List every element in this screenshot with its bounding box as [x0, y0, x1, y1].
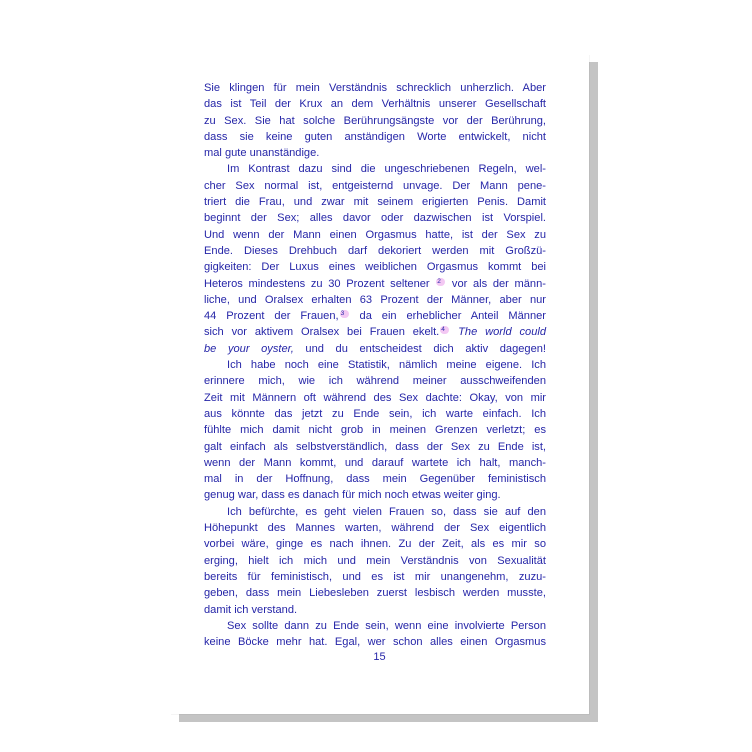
text-line	[204, 341, 546, 357]
text-line	[204, 276, 546, 292]
text-line: mal in der Hoffnung, dass mein Gegenüber feministisch	[204, 473, 546, 486]
text-line: Und wenn der Mann einen Orgasmus hatte, ist der Sex zu	[204, 228, 546, 241]
page-number: 15	[373, 651, 386, 663]
text-line: das ist Teil der Krux an dem Verhältnis unserer Gesellschaft	[204, 98, 546, 111]
text-line: geben, dass mein Liebesleben zuerst lesbisch werden musste,	[204, 587, 546, 600]
text-segment: da ein erheblicher Anteil Männer	[359, 310, 546, 323]
text-line: mal gute unanständige.	[204, 147, 320, 160]
text-line: zu Sex. Sie hat solche Berührungsängste vor der Berührung,	[204, 114, 546, 127]
text-line: wenn der Mann kommt, und darauf wartete ich halt, manch-	[204, 456, 546, 469]
text-line: liche, und Oralsex erhalten 63 Prozent der Männer, aber nur	[204, 293, 546, 306]
text-line	[204, 308, 546, 324]
text-line: cher Sex normal ist, entgeisternd unvage. Der Mann pene-	[204, 179, 546, 192]
text-line: beginnt der Sex; alles davor oder dazwischen ist Vorspiel.	[204, 212, 546, 225]
text-segment: Heteros mindestens zu 30 Prozent seltener	[204, 277, 430, 290]
text-segment: und du entscheidest dich aktiv dagegen!	[305, 342, 547, 355]
text-line	[204, 324, 546, 340]
footnote-marker[interactable]: 2	[436, 278, 445, 286]
text-line: fühlte mich damit nicht grob in meinen Grenzen verletzt; es	[204, 424, 546, 437]
text-line: Im Kontrast dazu sind die ungeschriebenen Regeln, wel-	[227, 163, 546, 176]
footnote-marker[interactable]: 4	[440, 326, 449, 334]
text-segment: 44 Prozent der Frauen,	[204, 310, 339, 323]
text-line: erinnere mich, wie ich während meiner ausschweifenden	[204, 375, 546, 388]
text-line: bereits für feministisch, und es ist mir unangenehm, zuzu-	[204, 570, 546, 583]
text-line: Ende. Dieses Drehbuch darf dekoriert werden mit Großzü-	[204, 244, 546, 257]
text-line: gigkeiten: Der Luxus eines weiblichen Orgasmus kommt bei	[204, 261, 546, 274]
text-line: keine Böcke mehr hat. Egal, wer schon alles einen Orgasmus	[204, 636, 546, 649]
text-line: aus könnte das jetzt zu Ende sein, ich warte einfach. Ich	[204, 407, 546, 420]
text-line: Ich befürchte, es geht vielen Frauen so, dass sie auf den	[227, 505, 546, 518]
text-line: Höhepunkt des Mannes warten, während der Sex eigentlich	[204, 522, 546, 535]
text-line: Zeit mit Männern oft während des Sex dachte: Okay, von mir	[204, 391, 546, 404]
text-line: triert die Frau, und zwar mit seinem erigierten Penis. Damit	[204, 196, 546, 209]
body-text	[204, 80, 546, 650]
text-line: erging, hielt ich mich und mein Verständnis von Sexualität	[204, 554, 546, 567]
footnote-marker[interactable]: 3	[340, 310, 349, 318]
book-page	[170, 54, 589, 714]
text-line: Sex sollte dann zu Ende sein, wenn eine involvierte Person	[227, 619, 546, 632]
text-line: vorbei wäre, ginge es nach ihnen. Zu der Zeit, als es mir so	[204, 538, 546, 551]
text-segment: sich vor aktivem Oralsex bei Frauen ekelt.	[204, 326, 440, 339]
italic-text-segment: The world could	[458, 326, 547, 339]
text-line: genug war, dass es danach für mich noch etwas weiter ging.	[204, 489, 501, 502]
italic-text-segment: be your oyster,	[204, 342, 294, 355]
text-line: dass sie keine guten anständigen Worte entwickelt, nicht	[204, 130, 546, 143]
text-segment: vor als der männ-	[451, 277, 546, 290]
text-line: Sie klingen für mein Verständnis schrecklich unherzlich. Aber	[204, 82, 546, 94]
text-line: damit ich verstand.	[204, 603, 298, 616]
text-line: Ich habe noch eine Statistik, nämlich meine eigene. Ich	[227, 359, 546, 372]
text-line: galt einfach als selbstverständlich, dass der Sex zu Ende ist,	[204, 440, 546, 453]
